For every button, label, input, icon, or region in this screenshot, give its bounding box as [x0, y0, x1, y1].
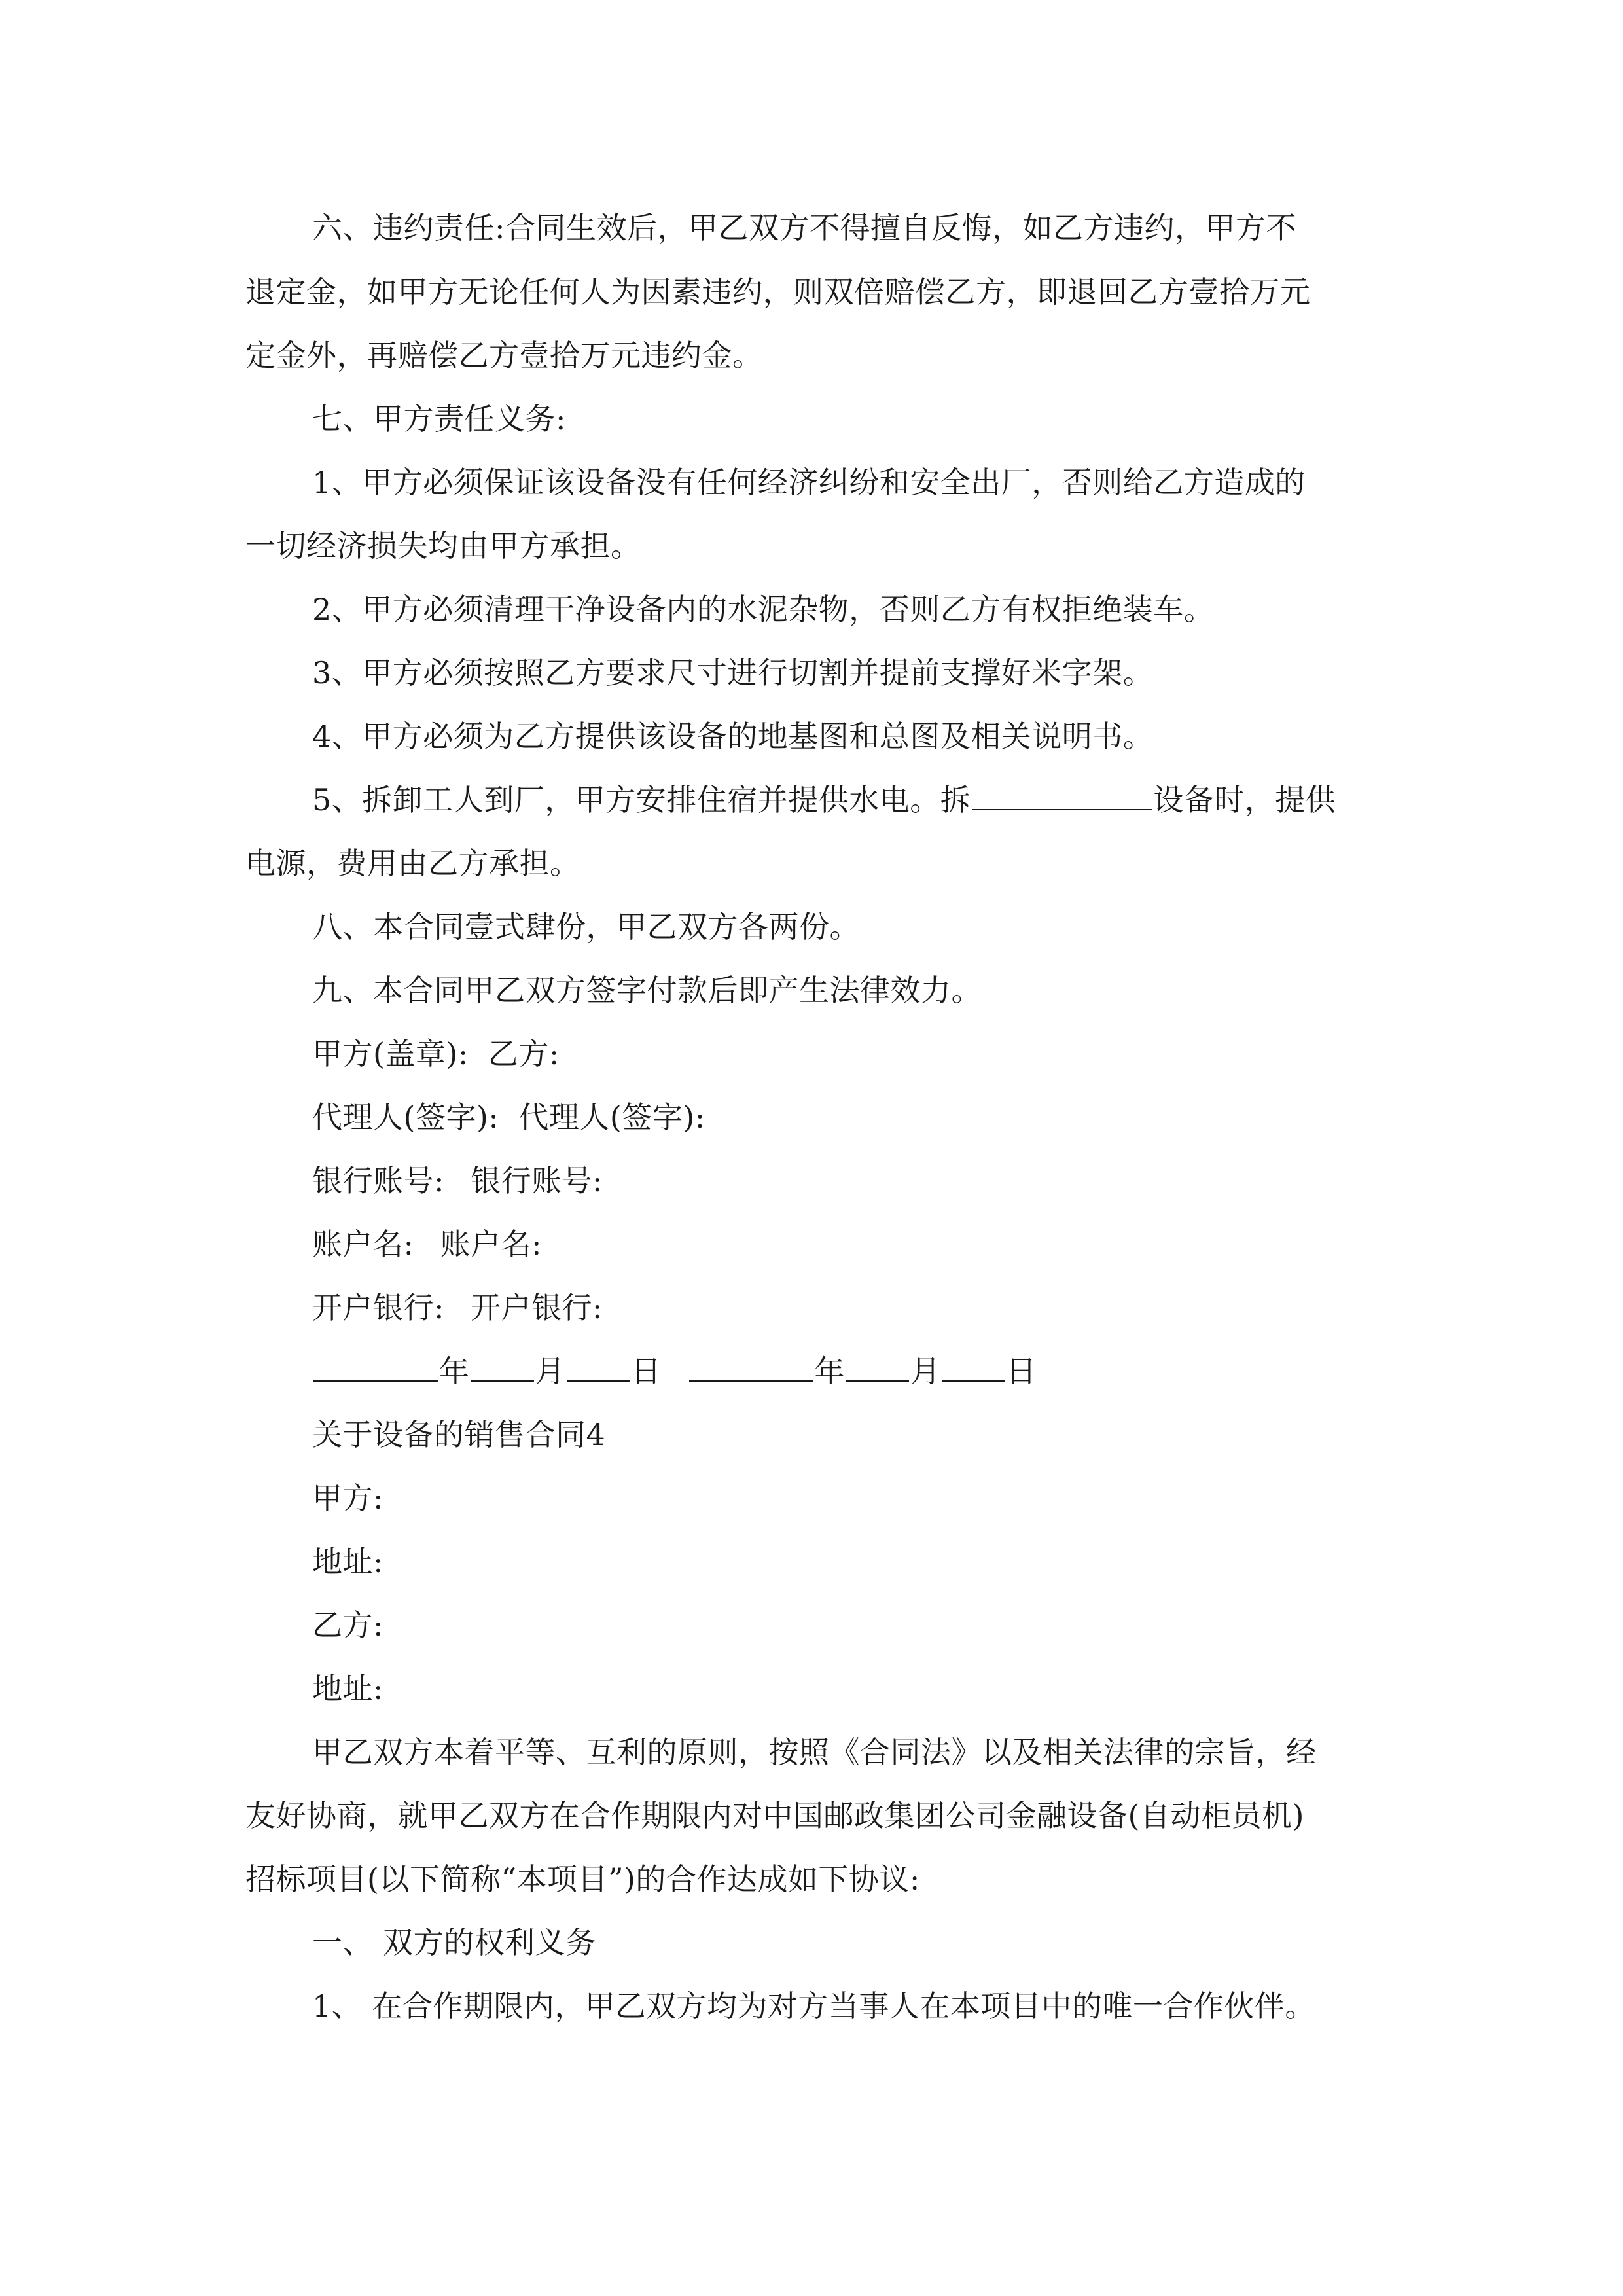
item1-line-1: 1、甲方必须保证该设备没有任何经济纠纷和安全出厂，否则给乙方造成的 [312, 465, 1306, 500]
date-b-day-blank [942, 1352, 1005, 1382]
item1-line-2: 一切经济损失均由甲方承担。 [245, 528, 641, 564]
item5-line-1 [312, 780, 1451, 819]
item3: 3、甲方必须按照乙方要求尺寸进行切割并提前支撑好米字架。 [312, 655, 1154, 691]
c4-intro-line-2: 友好协商，就甲乙双方在合作期限内对中国邮政集团公司金融设备(自动柜员机) [245, 1798, 1304, 1833]
date-a-day-blank [567, 1352, 630, 1382]
c4-sec1-item1: 1、 在合作期限内，甲乙双方均为对方当事人在本项目中的唯一合作伙伴。 [312, 1988, 1315, 2024]
date-a-month-blank [471, 1352, 534, 1382]
account-name-b: 账户名: [440, 1227, 542, 1262]
bank-account-a: 银行账号: [312, 1163, 444, 1198]
bank-account-b: 银行账号: [471, 1163, 603, 1198]
bank-row [312, 1288, 1451, 1327]
c4-intro-line-3: 招标项目(以下简称“本项目”)的合作达成如下协议: [245, 1861, 920, 1897]
date-a-month-label: 月 [535, 1354, 565, 1389]
c4-party-a: 甲方: [312, 1480, 383, 1516]
sign-party-row [312, 1034, 1451, 1073]
item5-blank [972, 780, 1152, 810]
bank-account-row [312, 1161, 1451, 1200]
date-b-year-label: 年 [814, 1354, 845, 1389]
date-b-year-blank [689, 1352, 813, 1382]
sign-party-b: 乙方: [488, 1036, 560, 1071]
date-b-month-blank [846, 1352, 909, 1382]
agent-a: 代理人(签字): [312, 1100, 499, 1135]
item5-text-after: 设备时，提供 [1153, 782, 1336, 817]
date-row [312, 1352, 1451, 1391]
c4-intro-line-1: 甲乙双方本着平等、互利的原则，按照《合同法》以及相关法律的宗旨，经 [312, 1734, 1317, 1770]
item2: 2、甲方必须清理干净设备内的水泥杂物，否则乙方有权拒绝装车。 [312, 592, 1215, 627]
account-name-a: 账户名: [312, 1227, 414, 1262]
item4: 4、甲方必须为乙方提供该设备的地基图和总图及相关说明书。 [312, 719, 1154, 754]
date-a-year-blank [313, 1352, 438, 1382]
c4-party-b: 乙方: [312, 1607, 383, 1643]
sec6-line-1: 六、违约责任:合同生效后，甲乙双方不得擅自反悔，如乙方违约，甲方不 [312, 210, 1296, 245]
bank-b: 开户银行: [471, 1290, 603, 1325]
date-b-day-label: 日 [1006, 1354, 1037, 1389]
date-b-month-label: 月 [910, 1354, 941, 1389]
item5-line-2: 电源，费用由乙方承担。 [245, 846, 580, 881]
sec6-line-2: 退定金，如甲方无论任何人为因素违约，则双倍赔偿乙方，即退回乙方壹拾万元 [245, 274, 1311, 310]
item5-text-before: 5、拆卸工人到厂，甲方安排住宿并提供水电。拆 [312, 782, 971, 817]
c4-address-b: 地址: [312, 1671, 383, 1706]
sign-party-a: 甲方(盖章): [312, 1036, 469, 1071]
account-name-row [312, 1225, 1451, 1264]
date-a-year-label: 年 [439, 1354, 470, 1389]
agent-b: 代理人(签字): [518, 1100, 705, 1135]
sec7-title: 七、甲方责任义务: [312, 401, 566, 437]
sec8: 八、本合同壹式肆份，甲乙双方各两份。 [312, 909, 860, 944]
bank-a: 开户银行: [312, 1290, 444, 1325]
date-a-day-label: 日 [631, 1354, 662, 1389]
c4-address-a: 地址: [312, 1544, 383, 1579]
sec6-line-3: 定金外，再赔偿乙方壹拾万元违约金。 [245, 338, 763, 373]
agent-row [312, 1098, 1451, 1137]
c4-sec1-title: 一、 双方的权利义务 [312, 1925, 596, 1960]
sec9: 九、本合同甲乙双方签字付款后即产生法律效力。 [312, 973, 982, 1008]
contract4-title: 关于设备的销售合同4 [312, 1417, 606, 1452]
